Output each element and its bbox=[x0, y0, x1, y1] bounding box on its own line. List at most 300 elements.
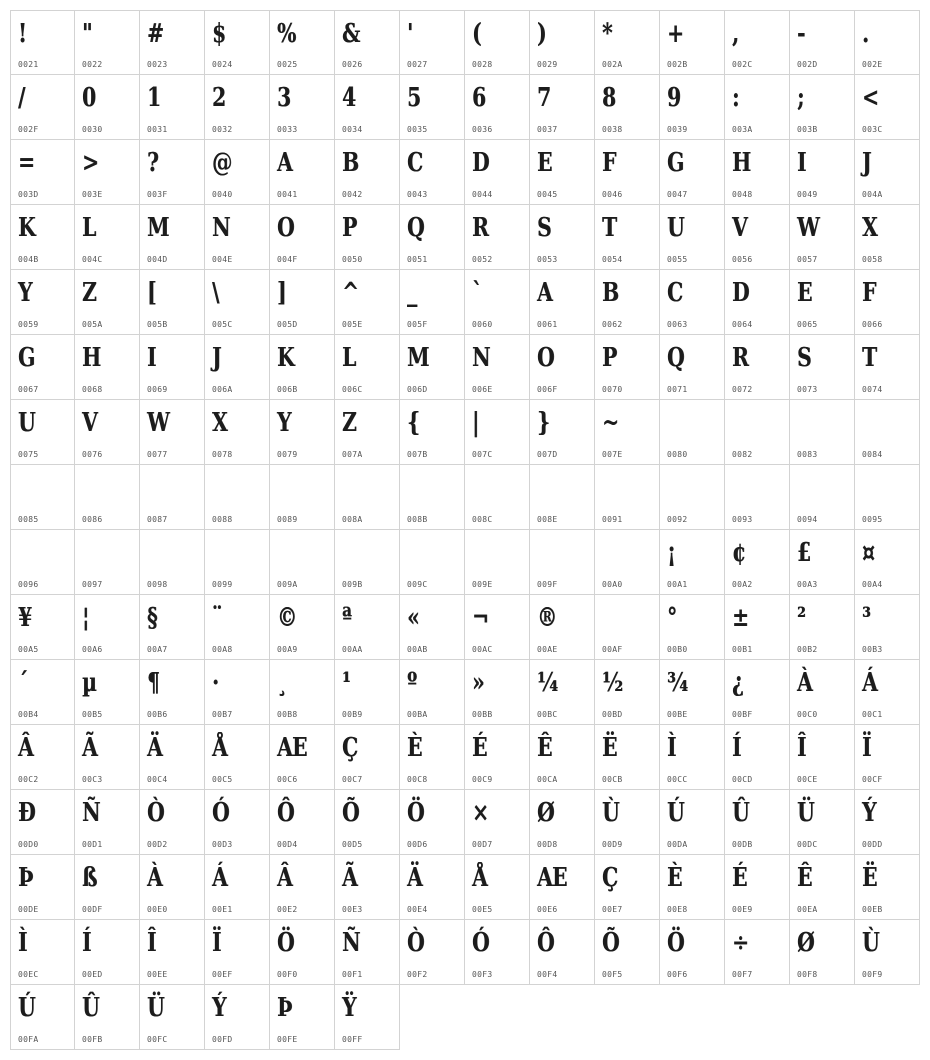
glyph-code: 00C7 bbox=[342, 775, 363, 784]
glyph-cell bbox=[530, 920, 595, 985]
glyph-cell bbox=[335, 10, 400, 75]
glyph-char: A bbox=[277, 148, 292, 178]
glyph-cell bbox=[140, 75, 205, 140]
glyph-cell bbox=[790, 790, 855, 855]
glyph-code: 00E6 bbox=[537, 905, 558, 914]
glyph-char: 7 bbox=[537, 83, 551, 113]
glyph-cell bbox=[205, 10, 270, 75]
glyph-cell bbox=[855, 920, 920, 985]
glyph-char: X bbox=[212, 408, 227, 438]
glyph-char: Ó bbox=[212, 798, 229, 828]
glyph-char: M bbox=[147, 213, 169, 243]
glyph-char: Ø bbox=[537, 798, 554, 828]
glyph-cell bbox=[140, 855, 205, 920]
glyph-char: × bbox=[472, 798, 489, 828]
glyph-code: 002B bbox=[667, 60, 688, 69]
glyph-cell bbox=[660, 335, 725, 400]
glyph-code: 0095 bbox=[862, 515, 883, 524]
glyph-cell bbox=[790, 75, 855, 140]
glyph-char: Ã bbox=[342, 863, 357, 893]
glyph-cell bbox=[205, 205, 270, 270]
glyph-cell bbox=[855, 75, 920, 140]
glyph-code: 005D bbox=[277, 320, 298, 329]
glyph-cell bbox=[530, 725, 595, 790]
glyph-code: 0035 bbox=[407, 125, 428, 134]
glyph-cell bbox=[465, 465, 530, 530]
glyph-cell bbox=[725, 725, 790, 790]
glyph-code: 00D4 bbox=[277, 840, 298, 849]
glyph-code: 0061 bbox=[537, 320, 558, 329]
glyph-char: Ñ bbox=[82, 798, 100, 828]
glyph-char: « bbox=[407, 603, 419, 633]
glyph-code: 0085 bbox=[18, 515, 39, 524]
glyph-cell bbox=[140, 400, 205, 465]
glyph-cell bbox=[335, 270, 400, 335]
glyph-cell bbox=[855, 140, 920, 205]
glyph-cell bbox=[660, 530, 725, 595]
glyph-char: ¼ bbox=[537, 668, 558, 698]
glyph-code: 00BA bbox=[407, 710, 428, 719]
glyph-cell bbox=[400, 465, 465, 530]
glyph-code: 00F8 bbox=[797, 970, 818, 979]
glyph-cell bbox=[790, 530, 855, 595]
glyph-cell bbox=[400, 270, 465, 335]
glyph-cell bbox=[270, 790, 335, 855]
glyph-code: 0073 bbox=[797, 385, 818, 394]
glyph-code: 00BF bbox=[732, 710, 753, 719]
glyph-char: Ù bbox=[602, 798, 619, 828]
glyph-cell bbox=[595, 75, 660, 140]
glyph-char: Ü bbox=[147, 993, 164, 1023]
glyph-cell bbox=[790, 920, 855, 985]
glyph-code: 00A4 bbox=[862, 580, 883, 589]
glyph-cell bbox=[465, 660, 530, 725]
glyph-code: 00B3 bbox=[862, 645, 883, 654]
glyph-code: 0027 bbox=[407, 60, 428, 69]
glyph-char: \ bbox=[212, 278, 219, 308]
glyph-cell bbox=[465, 270, 530, 335]
glyph-code: 002A bbox=[602, 60, 623, 69]
glyph-cell bbox=[75, 75, 140, 140]
glyph-code: 00A3 bbox=[797, 580, 818, 589]
glyph-code: 0052 bbox=[472, 255, 493, 264]
glyph-cell bbox=[335, 465, 400, 530]
glyph-code: 005C bbox=[212, 320, 233, 329]
glyph-code: 0082 bbox=[732, 450, 753, 459]
glyph-code: 00DE bbox=[18, 905, 39, 914]
glyph-cell bbox=[335, 595, 400, 660]
glyph-char: V bbox=[82, 408, 97, 438]
glyph-cell bbox=[790, 465, 855, 530]
glyph-cell bbox=[660, 920, 725, 985]
glyph-cell bbox=[660, 75, 725, 140]
glyph-char: Ò bbox=[407, 928, 424, 958]
glyph-cell bbox=[595, 465, 660, 530]
glyph-char: 0 bbox=[82, 83, 96, 113]
glyph-char: Ó bbox=[472, 928, 489, 958]
glyph-char: Ì bbox=[18, 928, 27, 958]
glyph-cell bbox=[140, 270, 205, 335]
glyph-cell bbox=[660, 790, 725, 855]
glyph-code: 006D bbox=[407, 385, 428, 394]
glyph-code: 003D bbox=[18, 190, 39, 199]
glyph-char: Û bbox=[732, 798, 749, 828]
glyph-cell bbox=[75, 465, 140, 530]
glyph-code: 002C bbox=[732, 60, 753, 69]
glyph-cell bbox=[205, 855, 270, 920]
glyph-code: 0097 bbox=[82, 580, 103, 589]
glyph-code: 005A bbox=[82, 320, 103, 329]
glyph-char: Í bbox=[82, 928, 91, 958]
glyph-char: H bbox=[82, 343, 101, 373]
glyph-char: ) bbox=[537, 19, 546, 49]
glyph-cell bbox=[140, 790, 205, 855]
glyph-code: 00FF bbox=[342, 1035, 363, 1044]
glyph-code: 008A bbox=[342, 515, 363, 524]
glyph-char: O bbox=[277, 213, 294, 243]
glyph-char: ? bbox=[147, 148, 159, 178]
glyph-code: 0079 bbox=[277, 450, 298, 459]
glyph-code: 0069 bbox=[147, 385, 168, 394]
glyph-char: Ö bbox=[277, 928, 294, 958]
glyph-code: 005E bbox=[342, 320, 363, 329]
glyph-cell bbox=[335, 530, 400, 595]
glyph-char: º bbox=[407, 668, 417, 698]
glyph-code: 00E7 bbox=[602, 905, 623, 914]
glyph-cell bbox=[530, 660, 595, 725]
glyph-code: 00B9 bbox=[342, 710, 363, 719]
glyph-code: 00CA bbox=[537, 775, 558, 784]
glyph-cell bbox=[790, 400, 855, 465]
glyph-code: 00A2 bbox=[732, 580, 753, 589]
glyph-code: 0076 bbox=[82, 450, 103, 459]
glyph-char: Á bbox=[212, 863, 227, 893]
glyph-char: ¡ bbox=[667, 538, 676, 568]
glyph-code: 00C5 bbox=[212, 775, 233, 784]
glyph-cell bbox=[530, 270, 595, 335]
glyph-cell bbox=[465, 140, 530, 205]
glyph-cell bbox=[205, 75, 270, 140]
glyph-code: 004A bbox=[862, 190, 883, 199]
glyph-char: ¬ bbox=[472, 603, 489, 633]
glyph-char: ÷ bbox=[732, 928, 749, 958]
glyph-code: 00E8 bbox=[667, 905, 688, 914]
glyph-cell bbox=[10, 855, 75, 920]
glyph-cell bbox=[400, 595, 465, 660]
glyph-char: | bbox=[472, 408, 479, 438]
glyph-code: 00C0 bbox=[797, 710, 818, 719]
glyph-code: 0047 bbox=[667, 190, 688, 199]
glyph-code: 0030 bbox=[82, 125, 103, 134]
glyph-code: 00B0 bbox=[667, 645, 688, 654]
glyph-code: 00F5 bbox=[602, 970, 623, 979]
glyph-cell bbox=[725, 790, 790, 855]
glyph-code: 007D bbox=[537, 450, 558, 459]
glyph-char: Ð bbox=[18, 798, 35, 828]
glyph-char: 1 bbox=[147, 83, 161, 113]
glyph-cell bbox=[140, 205, 205, 270]
glyph-cell bbox=[10, 595, 75, 660]
glyph-cell bbox=[855, 530, 920, 595]
glyph-char: S bbox=[537, 213, 551, 243]
glyph-cell bbox=[140, 595, 205, 660]
glyph-code: 004C bbox=[82, 255, 103, 264]
glyph-code: 00AB bbox=[407, 645, 428, 654]
glyph-cell bbox=[335, 335, 400, 400]
glyph-cell bbox=[465, 530, 530, 595]
glyph-char: L bbox=[342, 343, 356, 373]
glyph-cell bbox=[335, 855, 400, 920]
glyph-char: Î bbox=[797, 733, 806, 763]
glyph-cell bbox=[790, 335, 855, 400]
glyph-char: Ý bbox=[862, 798, 876, 828]
glyph-cell bbox=[270, 335, 335, 400]
glyph-cell bbox=[10, 725, 75, 790]
glyph-cell bbox=[205, 985, 270, 1050]
glyph-char: É bbox=[472, 733, 487, 763]
glyph-cell bbox=[10, 660, 75, 725]
glyph-cell bbox=[530, 335, 595, 400]
glyph-code: 007C bbox=[472, 450, 493, 459]
glyph-code: 0031 bbox=[147, 125, 168, 134]
glyph-code: 0046 bbox=[602, 190, 623, 199]
glyph-code: 00F7 bbox=[732, 970, 753, 979]
glyph-cell bbox=[205, 790, 270, 855]
glyph-char: _ bbox=[407, 278, 417, 308]
glyph-char: J bbox=[862, 148, 871, 178]
glyph-code: 00CC bbox=[667, 775, 688, 784]
glyph-cell bbox=[270, 920, 335, 985]
glyph-cell bbox=[660, 140, 725, 205]
glyph-char: S bbox=[797, 343, 811, 373]
glyph-char: ¿ bbox=[732, 668, 744, 698]
glyph-char: M bbox=[407, 343, 429, 373]
glyph-cell bbox=[75, 205, 140, 270]
glyph-cell bbox=[400, 855, 465, 920]
glyph-cell bbox=[595, 205, 660, 270]
glyph-cell bbox=[75, 855, 140, 920]
glyph-char: ! bbox=[18, 19, 27, 49]
glyph-char: A bbox=[537, 278, 552, 308]
glyph-code: 0077 bbox=[147, 450, 168, 459]
glyph-cell bbox=[140, 530, 205, 595]
glyph-cell bbox=[270, 400, 335, 465]
glyph-code: 00BB bbox=[472, 710, 493, 719]
glyph-cell bbox=[75, 985, 140, 1050]
glyph-code: 00CE bbox=[797, 775, 818, 784]
glyph-code: 0034 bbox=[342, 125, 363, 134]
glyph-code: 0098 bbox=[147, 580, 168, 589]
glyph-cell bbox=[530, 205, 595, 270]
glyph-code: 0022 bbox=[82, 60, 103, 69]
glyph-cell bbox=[465, 855, 530, 920]
glyph-cell bbox=[205, 335, 270, 400]
glyph-cell bbox=[530, 790, 595, 855]
glyph-cell bbox=[10, 400, 75, 465]
glyph-char: ± bbox=[732, 603, 749, 633]
glyph-cell bbox=[790, 270, 855, 335]
glyph-char: µ bbox=[82, 668, 97, 698]
glyph-code: 003C bbox=[862, 125, 883, 134]
glyph-cell bbox=[140, 985, 205, 1050]
glyph-cell bbox=[400, 335, 465, 400]
glyph-cell bbox=[855, 10, 920, 75]
glyph-code: 0093 bbox=[732, 515, 753, 524]
glyph-cell bbox=[595, 270, 660, 335]
glyph-code: 00B7 bbox=[212, 710, 233, 719]
glyph-cell bbox=[400, 920, 465, 985]
glyph-code: 00F4 bbox=[537, 970, 558, 979]
glyph-cell bbox=[140, 725, 205, 790]
glyph-char: £ bbox=[797, 538, 811, 568]
glyph-cell bbox=[595, 920, 660, 985]
glyph-cell bbox=[75, 400, 140, 465]
glyph-code: 00F9 bbox=[862, 970, 883, 979]
glyph-code: 0071 bbox=[667, 385, 688, 394]
glyph-char: E bbox=[537, 148, 552, 178]
glyph-char: 8 bbox=[602, 83, 616, 113]
glyph-char: Ö bbox=[407, 798, 424, 828]
glyph-code: 00BD bbox=[602, 710, 623, 719]
glyph-cell bbox=[335, 75, 400, 140]
glyph-code: 00B8 bbox=[277, 710, 298, 719]
glyph-cell bbox=[465, 400, 530, 465]
glyph-char: W bbox=[147, 408, 169, 438]
glyph-code: 0044 bbox=[472, 190, 493, 199]
glyph-code: 009B bbox=[342, 580, 363, 589]
glyph-char: 2 bbox=[212, 83, 226, 113]
glyph-char: Ý bbox=[212, 993, 226, 1023]
glyph-char: ¨ bbox=[212, 603, 222, 633]
glyph-code: 00A5 bbox=[18, 645, 39, 654]
glyph-char: 6 bbox=[472, 83, 486, 113]
glyph-char: Y bbox=[18, 278, 32, 308]
glyph-char: À bbox=[797, 668, 812, 698]
glyph-code: 00D0 bbox=[18, 840, 39, 849]
glyph-cell bbox=[595, 790, 660, 855]
glyph-code: 00EC bbox=[18, 970, 39, 979]
glyph-cell bbox=[10, 985, 75, 1050]
glyph-char: Â bbox=[18, 733, 33, 763]
glyph-code: 004E bbox=[212, 255, 233, 264]
glyph-code: 00CB bbox=[602, 775, 623, 784]
glyph-code: 002D bbox=[797, 60, 818, 69]
glyph-cell bbox=[270, 465, 335, 530]
glyph-code: 0037 bbox=[537, 125, 558, 134]
glyph-cell bbox=[530, 595, 595, 660]
glyph-cell bbox=[10, 205, 75, 270]
glyph-char: ¤ bbox=[862, 538, 875, 568]
glyph-char: F bbox=[602, 148, 616, 178]
glyph-code: 0087 bbox=[147, 515, 168, 524]
glyph-code: 0072 bbox=[732, 385, 753, 394]
glyph-code: 008E bbox=[537, 515, 558, 524]
glyph-char: Ö bbox=[667, 928, 684, 958]
glyph-cell bbox=[595, 335, 660, 400]
glyph-code: 0078 bbox=[212, 450, 233, 459]
glyph-code: 00FB bbox=[82, 1035, 103, 1044]
glyph-code: 00E9 bbox=[732, 905, 753, 914]
glyph-cell bbox=[725, 530, 790, 595]
glyph-code: 0096 bbox=[18, 580, 39, 589]
glyph-code: 00A7 bbox=[147, 645, 168, 654]
glyph-cell bbox=[400, 10, 465, 75]
glyph-cell bbox=[400, 725, 465, 790]
glyph-char: Õ bbox=[602, 928, 619, 958]
glyph-cell bbox=[335, 985, 400, 1050]
glyph-char: 3 bbox=[277, 83, 291, 113]
glyph-cell bbox=[400, 205, 465, 270]
glyph-code: 0059 bbox=[18, 320, 39, 329]
glyph-char: G bbox=[667, 148, 684, 178]
glyph-cell bbox=[270, 595, 335, 660]
glyph-code: 00A9 bbox=[277, 645, 298, 654]
glyph-char: F bbox=[862, 278, 876, 308]
glyph-cell bbox=[855, 465, 920, 530]
glyph-code: 0070 bbox=[602, 385, 623, 394]
glyph-cell bbox=[465, 725, 530, 790]
glyph-char: Â bbox=[277, 863, 292, 893]
glyph-code: 005B bbox=[147, 320, 168, 329]
glyph-cell bbox=[205, 270, 270, 335]
glyph-code: 0053 bbox=[537, 255, 558, 264]
glyph-cell bbox=[75, 790, 140, 855]
glyph-cell bbox=[660, 270, 725, 335]
glyph-code: 00C3 bbox=[82, 775, 103, 784]
glyph-cell bbox=[205, 400, 270, 465]
glyph-cell bbox=[855, 595, 920, 660]
glyph-char: Þ bbox=[277, 993, 292, 1023]
glyph-code: 0036 bbox=[472, 125, 493, 134]
glyph-char: Ï bbox=[212, 928, 221, 958]
glyph-char: © bbox=[277, 603, 297, 633]
glyph-code: 00E5 bbox=[472, 905, 493, 914]
glyph-char: ^ bbox=[342, 278, 359, 308]
glyph-char: ½ bbox=[602, 668, 623, 698]
glyph-char: N bbox=[212, 213, 230, 243]
glyph-code: 0063 bbox=[667, 320, 688, 329]
glyph-code: 00A6 bbox=[82, 645, 103, 654]
glyph-char: ´ bbox=[18, 668, 28, 698]
glyph-char: Þ bbox=[18, 863, 33, 893]
glyph-code: 0048 bbox=[732, 190, 753, 199]
glyph-code: 006C bbox=[342, 385, 363, 394]
glyph-char: ¢ bbox=[732, 538, 746, 568]
glyph-code: 00DB bbox=[732, 840, 753, 849]
glyph-char: E bbox=[797, 278, 812, 308]
glyph-code: 00DD bbox=[862, 840, 883, 849]
glyph-cell bbox=[660, 855, 725, 920]
glyph-char: W bbox=[797, 213, 819, 243]
glyph-char: Ä bbox=[147, 733, 162, 763]
glyph-cell bbox=[140, 140, 205, 205]
glyph-code: 00AA bbox=[342, 645, 363, 654]
glyph-cell bbox=[855, 270, 920, 335]
glyph-char: Ÿ bbox=[342, 993, 356, 1023]
glyph-char: Ñ bbox=[342, 928, 360, 958]
glyph-cell bbox=[75, 660, 140, 725]
glyph-code: 0026 bbox=[342, 60, 363, 69]
glyph-char: ¦ bbox=[82, 603, 89, 633]
glyph-cell bbox=[725, 140, 790, 205]
glyph-code: 0033 bbox=[277, 125, 298, 134]
glyph-code: 0023 bbox=[147, 60, 168, 69]
glyph-char: T bbox=[862, 343, 877, 373]
glyph-code: 0058 bbox=[862, 255, 883, 264]
glyph-cell bbox=[725, 10, 790, 75]
glyph-code: 003F bbox=[147, 190, 168, 199]
glyph-char: Í bbox=[732, 733, 741, 763]
